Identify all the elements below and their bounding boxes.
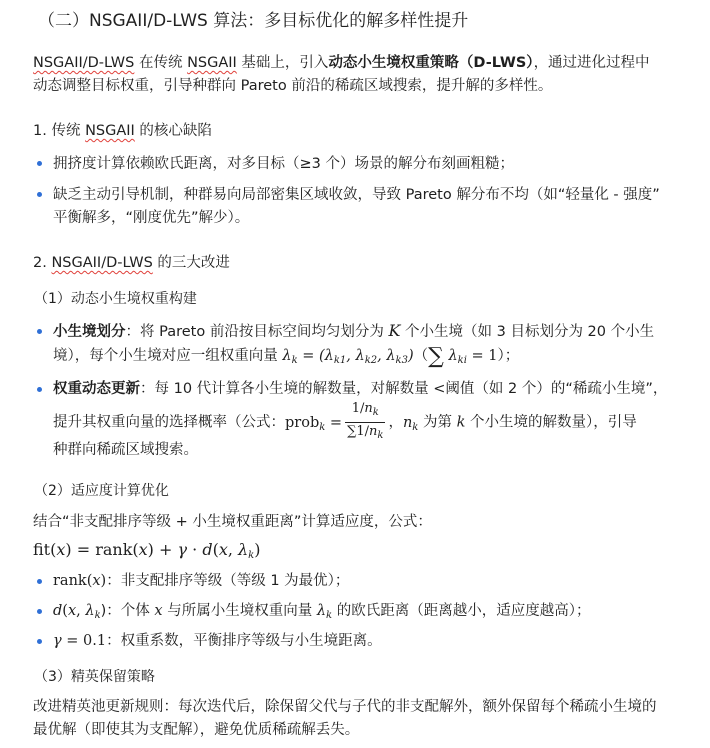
section-2-heading <box>33 253 230 273</box>
elite-line-1: 改进精英池更新规则：每次迭代后，除保留父代与子代的非支配解外，额外保留每个稀疏小生境的 <box>33 699 657 715</box>
item-text: ：非支配排序等级（等级 1 为最优）； <box>106 573 350 589</box>
intro-text: 基础上，引入 <box>236 55 329 71</box>
heading-text: 的核心缺陷 <box>134 123 212 139</box>
intro-bold-term: 动态小生境权重策略（D-LWS） <box>328 55 534 71</box>
list-item-continuation: 平衡解多，“刚度优先”解少）。 <box>53 210 250 226</box>
item-text: 个小生境的解数量），引导 <box>465 414 637 431</box>
weight-vector-math: $\lambda_k = (\lambda_{k1}$, $\lambda_{k2}$, $\lambda_{k3}$) <box>282 348 414 366</box>
heading-text: 2. <box>33 255 52 271</box>
bullet-dot <box>37 609 42 614</box>
bold-term: 小生境划分 <box>53 324 126 340</box>
item-text: 个小生境（如 3 目标划分为 20 个小生 <box>400 324 655 340</box>
item-text: ：将 Pareto 前沿按目标空间均匀划分为 <box>125 324 389 340</box>
list-item <box>53 379 667 399</box>
item-text: 提升其权重向量的选择概率（公式： <box>53 414 285 431</box>
subsection-2-heading: （2）适应度计算优化 <box>34 483 169 499</box>
section-title: （二）NSGAII/D-LWS 算法：多目标优化的解多样性提升 <box>38 11 469 31</box>
item-text: 与所属小生境权重向量 <box>162 603 317 619</box>
list-item-continuation: 提升其权重向量的选择概率（公式：prob$_k$ = $\frac{1/n_k}{\sum 1/n_k}$ ，$n_k$ 为第 k 个小生境的解数量），引导 <box>53 400 637 444</box>
item-text: ， <box>388 414 403 431</box>
term-nsgaii-dlws: NSGAII/D-LWS <box>51 255 153 271</box>
subsection-1-heading: （1）动态小生境权重构建 <box>34 291 197 307</box>
bullet-dot <box>37 579 42 584</box>
intro-text: 在传统 <box>134 55 188 71</box>
prob-math: prob$_k$ = <box>285 414 343 433</box>
math-x: x <box>154 603 163 619</box>
section-1-heading <box>33 121 212 141</box>
intro-line-1 <box>33 53 650 73</box>
heading-text: 1. 传统 <box>33 123 86 139</box>
list-item: 缺乏主动引导机制，种群易向局部密集区域收敛，导致 Pareto 解分布不均（如“轻量化 - 强度” <box>53 187 660 203</box>
list-item-continuation: 种群向稀疏区域搜索。 <box>53 442 198 458</box>
bullet-dot <box>37 387 42 392</box>
item-text: )：个体 <box>100 603 155 619</box>
item-text: ：权重系数，平衡排序等级与小生境距离。 <box>106 633 382 649</box>
list-item: d(x, $\lambda_k$)：个体 x 与所属小生境权重向量 $\lambda_k$ 的欧氏距离（距离越小，适应度越高）； <box>53 603 591 621</box>
math-k: k <box>456 414 466 431</box>
bullet-dot <box>37 329 42 334</box>
intro-text: ，通过进化过程中 <box>533 55 650 71</box>
heading-text: 的三大改进 <box>152 255 230 271</box>
fitness-formula: fit(x) = rank(x) + γ · d(x, $\lambda_k$) <box>33 540 261 561</box>
item-text: 境），每个小生境对应一组权重向量 <box>53 348 283 364</box>
item-text: 为第 <box>418 414 457 431</box>
bullet-dot <box>37 192 42 197</box>
prob-fraction: $\frac{1/n_k}{\sum 1/n_k}$ <box>347 401 384 441</box>
item-text: 的欧氏距离（距离越小，适应度越高）； <box>332 603 591 619</box>
list-item: rank(x)：非支配排序等级（等级 1 为最优）； <box>53 573 350 589</box>
item-text: ：每 10 代计算各小生境的解数量，对解数量 <阈值（如 2 个）的“稀疏小生境”， <box>140 381 668 397</box>
math-K: K <box>388 321 401 340</box>
subsection-3-heading: （3）精英保留策略 <box>34 669 155 685</box>
fitness-intro: 结合“非支配排序等级 + 小生境权重距离”计算适应度，公式： <box>33 514 432 530</box>
bold-term: 权重动态更新 <box>53 381 140 397</box>
bullet-dot <box>37 161 42 166</box>
list-item: 拥挤度计算依赖欧氏距离，对多目标（≥3 个）场景的解分布刻画粗糙； <box>53 156 514 172</box>
elite-line-2: 最优解（即使其为支配解），避免优质稀疏解丢失。 <box>33 722 360 738</box>
intro-line-2: 动态调整目标权重，引导种群向 Pareto 前沿的稀疏区域搜索，提升解的多样性。 <box>33 78 553 94</box>
bullet-dot <box>37 639 42 644</box>
term-nsgaii: NSGAII <box>85 123 135 139</box>
term-nsgaii-dlws: NSGAII/D-LWS <box>33 55 135 71</box>
list-item <box>53 321 654 342</box>
list-item-continuation: 境），每个小生境对应一组权重向量 $\lambda_k = (\lambda_{k1}$, $\lambda_{k2}$, $\lambda_{k3})(\sum$ $\lambda_{ki} = 1$）； <box>53 344 520 369</box>
list-item: γ = 0.1：权重系数，平衡排序等级与小生境距离。 <box>53 633 382 649</box>
term-nsgaii: NSGAII <box>187 55 237 71</box>
